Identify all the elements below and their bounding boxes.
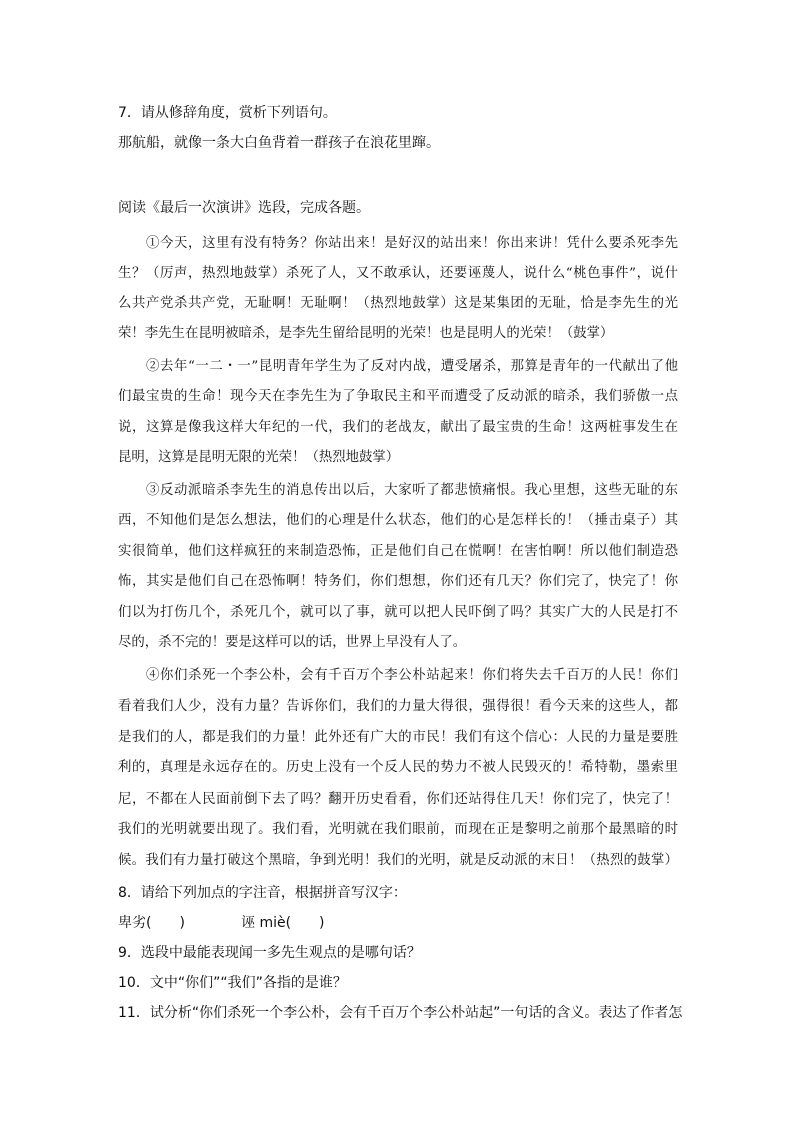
paragraph-4-line: 我们的光明就要出现了。我们看，光明就在我们眼前，而现在正是黎明之前那个最黑暗的时 [118, 822, 678, 837]
question-7-sentence: 那航船，就像一条大白鱼背着一群孩子在浪花里蹿。 [118, 135, 440, 151]
paragraph-4-line: 利的，真理是永远存在的。历史上没有一个反人民的势力不被人民毁灭的！希特勒，墨索里 [118, 760, 678, 775]
paragraph-3-line: 尽的，杀不完的！要是这样可以的话，世界上早没有人了。 [118, 635, 467, 650]
paragraph-4-line: 尼，不都在人民面前倒下去了吗？翻开历史看看，你们还站得住几天！你们完了，快完了！ [118, 792, 678, 807]
question-7: 7．请从修辞角度，赏析下列语句。 [118, 105, 337, 121]
question-9: 9．选段中最能表现闻一多先生观点的是哪句话？ [118, 945, 421, 961]
paragraph-3-line: 实很简单，他们这样疯狂的来制造恐怖，正是他们自己在慌啊！在害怕啊！所以他们制造恐 [118, 544, 678, 559]
paragraph-4-line: ④你们杀死一个李公朴，会有千百万个李公朴站起来！你们将失去千百万的人民！你们 [146, 668, 678, 683]
paragraph-3-line: ③反动派暗杀李先生的消息传出以后，大家听了都悲愤痛恨。我心里想，这些无耻的东 [146, 483, 678, 498]
paragraph-2-line: 昆明，这算是昆明无限的光荣！（热烈地鼓掌） [118, 450, 400, 465]
question-10: 10．文中“你们”“我们”各指的是谁？ [118, 975, 347, 991]
question-8-item-1: 卑劣( ) [118, 915, 185, 931]
question-8: 8．请给下列加点的字注音，根据拼音写汉字： [118, 885, 407, 901]
question-11: 11．试分析“你们杀死一个李公朴，会有千百万个李公朴站起”一句话的含义。表达了作者怎 [118, 1005, 683, 1021]
paragraph-3-line: 们以为打伤几个，杀死几个，就可以了事，就可以把人民吓倒了吗？其实广大的人民是打不 [118, 605, 678, 620]
paragraph-4-line: 是我们的人，都是我们的力量！此外还有广大的市民！我们有这个信心：人民的力量是要胜 [118, 730, 678, 745]
paragraph-1-line: 荣！李先生在昆明被暗杀，是李先生留给昆明的光荣！也是昆明人的光荣！（鼓掌） [118, 326, 614, 341]
paragraph-1-line: 生？（厉声，热烈地鼓掌）杀死了人，又不敢承认，还要诬蔑人，说什么“桃色事件”，说什 [118, 266, 678, 281]
paragraph-3-line: 怖，其实是他们自己在恐怖啊！特务们，你们想想，你们还有几天？你们完了，快完了！你 [118, 574, 678, 589]
paragraph-4-line: 看着我们人少，没有力量？告诉你们，我们的力量大得很，强得很！看今天来的这些人，都 [118, 699, 678, 714]
paragraph-1-line: 么共产党杀共产党，无耻啊！无耻啊！（热烈地鼓掌）这是某集团的无耻，恰是李先生的光 [118, 296, 678, 311]
paragraph-2-line: 们最宝贵的生命！现今天在李先生为了争取民主和平而遭受了反动派的暗杀，我们骄傲一点 [118, 389, 678, 404]
paragraph-2-line: ②去年“一二・一”昆明青年学生为了反对内战，遭受屠杀，那算是青年的一代献出了他 [146, 359, 678, 374]
paragraph-1-line: ①今天，这里有没有特务？你站出来！是好汉的站出来！你出来讲！凭什么要杀死李先 [146, 236, 678, 251]
question-8-item-2: 诬 miè( ) [241, 915, 325, 931]
paragraph-4-line: 候。我们有力量打破这个黑暗，争到光明！我们的光明，就是反动派的末日！（热烈的鼓掌） [118, 853, 678, 868]
reading-intro: 阅读《最后一次演讲》选段，完成各题。 [118, 200, 370, 216]
paragraph-3-line: 西，不知他们是怎么想法，他们的心理是什么状态，他们的心是怎样长的！（捶击桌子）其 [118, 513, 678, 528]
paragraph-2-line: 说，这算是像我这样大年纪的一代，我们的老战友，献出了最宝贵的生命！这两桩事发生在 [118, 420, 678, 435]
